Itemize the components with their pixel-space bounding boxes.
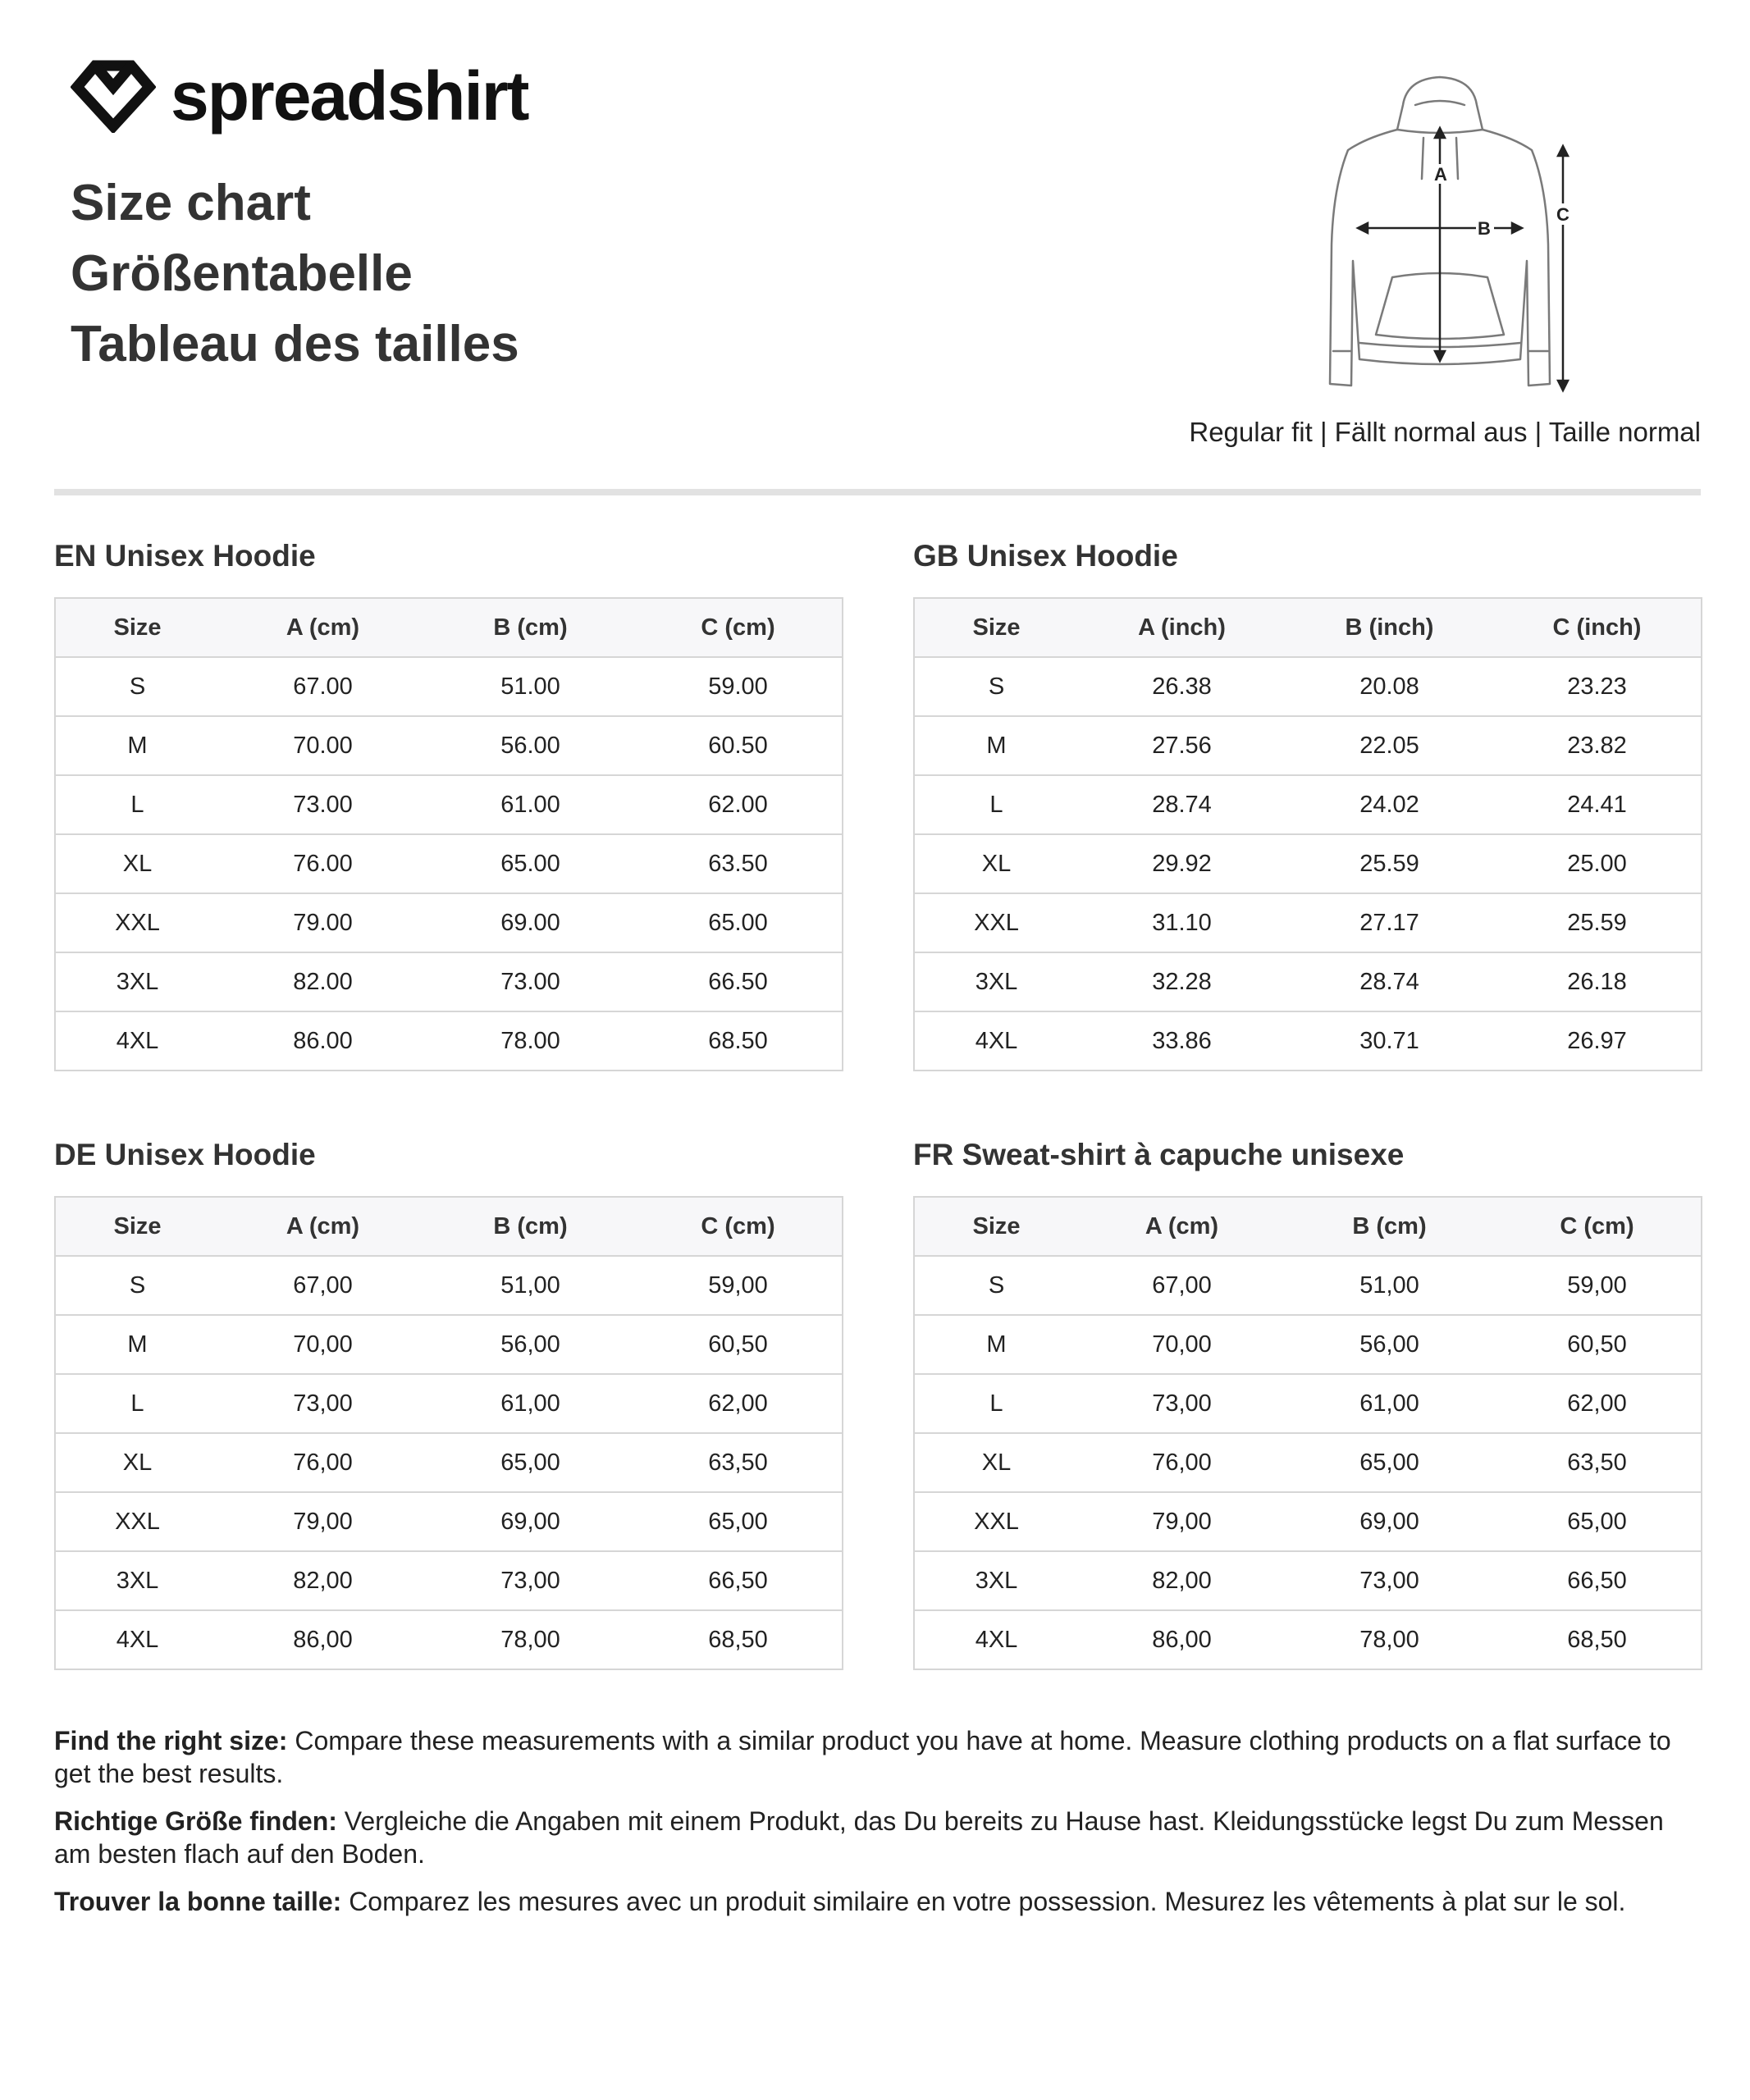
- column-header: A (cm): [219, 598, 427, 657]
- table-row: [55, 1610, 843, 1669]
- table-cell: 78,00: [1286, 1610, 1493, 1669]
- table-row: [914, 1011, 1702, 1071]
- table-cell: 86,00: [1078, 1610, 1286, 1669]
- table-cell: 78,00: [427, 1610, 634, 1669]
- table-cell: 66,50: [1493, 1551, 1702, 1610]
- table-cell: 73.00: [427, 952, 634, 1011]
- table-cell: 63.50: [634, 834, 843, 893]
- table-row: [914, 834, 1702, 893]
- table-cell: 76,00: [1078, 1433, 1286, 1492]
- table-cell: M: [914, 716, 1078, 775]
- table-cell: M: [55, 1315, 219, 1374]
- table-cell: 56,00: [427, 1315, 634, 1374]
- column-header: C (inch): [1493, 598, 1702, 657]
- note-label: Trouver la bonne taille:: [54, 1887, 342, 1916]
- table-cell: 66,50: [634, 1551, 843, 1610]
- table-cell: 69,00: [427, 1492, 634, 1551]
- column-header: B (cm): [427, 598, 634, 657]
- table-cell: 82,00: [219, 1551, 427, 1610]
- table-cell: 70,00: [219, 1315, 427, 1374]
- brand-logo: [71, 59, 528, 133]
- table-cell: 65,00: [1286, 1433, 1493, 1492]
- table-cell: 23.82: [1493, 716, 1702, 775]
- table-title: DE Unisex Hoodie: [54, 1138, 316, 1171]
- divider: [54, 489, 1701, 495]
- table-cell: 28.74: [1078, 775, 1286, 834]
- diagram-label-b: B: [1478, 218, 1491, 239]
- table-cell: L: [55, 1374, 219, 1433]
- table-cell: 59.00: [634, 657, 843, 716]
- table-cell: 82.00: [219, 952, 427, 1011]
- table-row: [914, 893, 1702, 952]
- table-cell: 28.74: [1286, 952, 1493, 1011]
- column-header: C (cm): [634, 598, 843, 657]
- table-header-row: [55, 1197, 843, 1256]
- table-cell: XXL: [55, 893, 219, 952]
- column-header: A (cm): [219, 1197, 427, 1256]
- table-row: [55, 1551, 843, 1610]
- table-cell: XXL: [55, 1492, 219, 1551]
- table-cell: 3XL: [55, 1551, 219, 1610]
- table-row: [55, 775, 843, 834]
- size-table: [913, 597, 1702, 1071]
- table-row: [55, 834, 843, 893]
- table-cell: 67,00: [219, 1256, 427, 1315]
- table-cell: 24.02: [1286, 775, 1493, 834]
- table-cell: 4XL: [914, 1011, 1078, 1071]
- table-cell: S: [55, 657, 219, 716]
- table-cell: 67,00: [1078, 1256, 1286, 1315]
- column-header: Size: [914, 598, 1078, 657]
- table-cell: 63,50: [634, 1433, 843, 1492]
- size-table-section: [54, 540, 842, 1071]
- table-cell: 51,00: [427, 1256, 634, 1315]
- table-cell: 60.50: [634, 716, 843, 775]
- note-text: Comparez les mesures avec un produit similaire en votre possession. Mesurez les vêtements à plat sur le sol.: [341, 1887, 1626, 1916]
- table-row: [914, 1551, 1702, 1610]
- sizing-notes: [54, 1724, 1703, 1933]
- table-cell: 51.00: [427, 657, 634, 716]
- column-header: B (inch): [1286, 598, 1493, 657]
- table-cell: 69.00: [427, 893, 634, 952]
- table-cell: 65,00: [427, 1433, 634, 1492]
- table-cell: 4XL: [55, 1011, 219, 1071]
- table-cell: 25.00: [1493, 834, 1702, 893]
- table-cell: 60,50: [634, 1315, 843, 1374]
- size-table: [54, 1196, 843, 1670]
- table-row: [914, 1433, 1702, 1492]
- table-cell: M: [914, 1315, 1078, 1374]
- fit-description: Regular fit | Fällt normal aus | Taille normal: [1189, 417, 1701, 447]
- table-cell: XL: [55, 1433, 219, 1492]
- table-cell: XXL: [914, 1492, 1078, 1551]
- table-row: [914, 1492, 1702, 1551]
- table-row: [55, 1256, 843, 1315]
- table-cell: 61.00: [427, 775, 634, 834]
- table-cell: 78.00: [427, 1011, 634, 1071]
- table-cell: 51,00: [1286, 1256, 1493, 1315]
- size-table: [913, 1196, 1702, 1670]
- table-row: [55, 716, 843, 775]
- note-label: Find the right size:: [54, 1726, 288, 1755]
- note-text: Compare these measurements with a similar product you have at home. Measure clothing products on a flat surface to get the best results.: [54, 1726, 1671, 1788]
- table-cell: M: [55, 716, 219, 775]
- table-row: [55, 893, 843, 952]
- table-cell: 65.00: [427, 834, 634, 893]
- table-cell: 86.00: [219, 1011, 427, 1071]
- table-cell: 30.71: [1286, 1011, 1493, 1071]
- note-fr: [54, 1885, 1703, 1918]
- column-header: B (cm): [1286, 1197, 1493, 1256]
- table-cell: L: [914, 775, 1078, 834]
- column-header: Size: [55, 598, 219, 657]
- table-cell: 3XL: [914, 1551, 1078, 1610]
- table-cell: 25.59: [1286, 834, 1493, 893]
- hoodie-outline-icon: [1300, 72, 1579, 409]
- table-cell: 22.05: [1286, 716, 1493, 775]
- table-cell: 59,00: [634, 1256, 843, 1315]
- table-cell: 29.92: [1078, 834, 1286, 893]
- note-text: Vergleiche die Angaben mit einem Produkt, das Du bereits zu Hause hast. Kleidungsstücke legst Du zum Messen am besten flach auf den Boden.: [54, 1806, 1664, 1869]
- table-title: GB Unisex Hoodie: [913, 539, 1178, 573]
- table-cell: 4XL: [914, 1610, 1078, 1669]
- title-de: Größentabelle: [71, 245, 413, 302]
- table-cell: 65.00: [634, 893, 843, 952]
- table-cell: 62,00: [1493, 1374, 1702, 1433]
- table-row: [914, 1315, 1702, 1374]
- column-header: A (cm): [1078, 1197, 1286, 1256]
- table-cell: S: [914, 1256, 1078, 1315]
- page-titles: [71, 168, 519, 380]
- table-cell: 61,00: [1286, 1374, 1493, 1433]
- table-cell: L: [55, 775, 219, 834]
- table-cell: 73,00: [1286, 1551, 1493, 1610]
- table-row: [55, 1492, 843, 1551]
- table-cell: 33.86: [1078, 1011, 1286, 1071]
- table-row: [914, 775, 1702, 834]
- table-cell: 79,00: [219, 1492, 427, 1551]
- table-cell: 26.97: [1493, 1011, 1702, 1071]
- table-row: [914, 657, 1702, 716]
- table-title: FR Sweat-shirt à capuche unisexe: [913, 1138, 1405, 1171]
- table-cell: 20.08: [1286, 657, 1493, 716]
- table-cell: 73,00: [219, 1374, 427, 1433]
- table-cell: 76,00: [219, 1433, 427, 1492]
- size-table-section: [54, 1139, 842, 1670]
- table-cell: 79.00: [219, 893, 427, 952]
- heart-diamond-logo-icon: [71, 59, 156, 133]
- table-cell: 82,00: [1078, 1551, 1286, 1610]
- table-cell: 79,00: [1078, 1492, 1286, 1551]
- size-table-section: [913, 540, 1701, 1071]
- table-row: [55, 952, 843, 1011]
- diagram-label-c: C: [1556, 204, 1570, 225]
- table-cell: 65,00: [1493, 1492, 1702, 1551]
- note-en: [54, 1724, 1703, 1790]
- table-cell: XL: [914, 1433, 1078, 1492]
- table-row: [914, 1374, 1702, 1433]
- table-cell: 23.23: [1493, 657, 1702, 716]
- table-cell: 59,00: [1493, 1256, 1702, 1315]
- table-cell: 24.41: [1493, 775, 1702, 834]
- table-cell: 62,00: [634, 1374, 843, 1433]
- brand-name: spreadshirt: [171, 57, 528, 135]
- table-cell: 31.10: [1078, 893, 1286, 952]
- table-cell: 70.00: [219, 716, 427, 775]
- table-cell: XXL: [914, 893, 1078, 952]
- table-cell: 27.17: [1286, 893, 1493, 952]
- table-header-row: [914, 598, 1702, 657]
- table-row: [914, 1256, 1702, 1315]
- table-header-row: [914, 1197, 1702, 1256]
- table-cell: 4XL: [55, 1610, 219, 1669]
- note-de: [54, 1805, 1703, 1870]
- table-title: EN Unisex Hoodie: [54, 539, 316, 573]
- table-cell: 63,50: [1493, 1433, 1702, 1492]
- table-cell: 68.50: [634, 1011, 843, 1071]
- table-cell: 26.38: [1078, 657, 1286, 716]
- table-cell: XL: [55, 834, 219, 893]
- table-row: [55, 657, 843, 716]
- table-cell: XL: [914, 834, 1078, 893]
- table-cell: 70,00: [1078, 1315, 1286, 1374]
- table-cell: 65,00: [634, 1492, 843, 1551]
- column-header: Size: [914, 1197, 1078, 1256]
- table-row: [914, 1610, 1702, 1669]
- table-cell: S: [55, 1256, 219, 1315]
- column-header: B (cm): [427, 1197, 634, 1256]
- note-label: Richtige Größe finden:: [54, 1806, 337, 1836]
- table-cell: 56.00: [427, 716, 634, 775]
- table-row: [55, 1374, 843, 1433]
- table-cell: 66.50: [634, 952, 843, 1011]
- column-header: A (inch): [1078, 598, 1286, 657]
- table-cell: 86,00: [219, 1610, 427, 1669]
- table-cell: S: [914, 657, 1078, 716]
- table-cell: 73,00: [1078, 1374, 1286, 1433]
- table-row: [55, 1433, 843, 1492]
- diagram-label-a: A: [1434, 164, 1447, 185]
- table-cell: 68,50: [1493, 1610, 1702, 1669]
- table-cell: 73.00: [219, 775, 427, 834]
- table-cell: 62.00: [634, 775, 843, 834]
- column-header: C (cm): [1493, 1197, 1702, 1256]
- size-table: [54, 597, 843, 1071]
- table-row: [914, 716, 1702, 775]
- table-cell: 32.28: [1078, 952, 1286, 1011]
- table-row: [55, 1315, 843, 1374]
- table-cell: 68,50: [634, 1610, 843, 1669]
- table-cell: 25.59: [1493, 893, 1702, 952]
- table-cell: 73,00: [427, 1551, 634, 1610]
- table-cell: 67.00: [219, 657, 427, 716]
- table-cell: 26.18: [1493, 952, 1702, 1011]
- table-cell: 61,00: [427, 1374, 634, 1433]
- table-cell: 27.56: [1078, 716, 1286, 775]
- table-cell: 3XL: [55, 952, 219, 1011]
- title-en: Size chart: [71, 175, 311, 231]
- table-cell: 69,00: [1286, 1492, 1493, 1551]
- table-header-row: [55, 598, 843, 657]
- table-row: [55, 1011, 843, 1071]
- title-fr: Tableau des tailles: [71, 316, 519, 372]
- column-header: C (cm): [634, 1197, 843, 1256]
- table-cell: 3XL: [914, 952, 1078, 1011]
- table-cell: L: [914, 1374, 1078, 1433]
- table-row: [914, 952, 1702, 1011]
- table-cell: 56,00: [1286, 1315, 1493, 1374]
- table-cell: 76.00: [219, 834, 427, 893]
- column-header: Size: [55, 1197, 219, 1256]
- size-table-section: [913, 1139, 1701, 1670]
- table-cell: 60,50: [1493, 1315, 1702, 1374]
